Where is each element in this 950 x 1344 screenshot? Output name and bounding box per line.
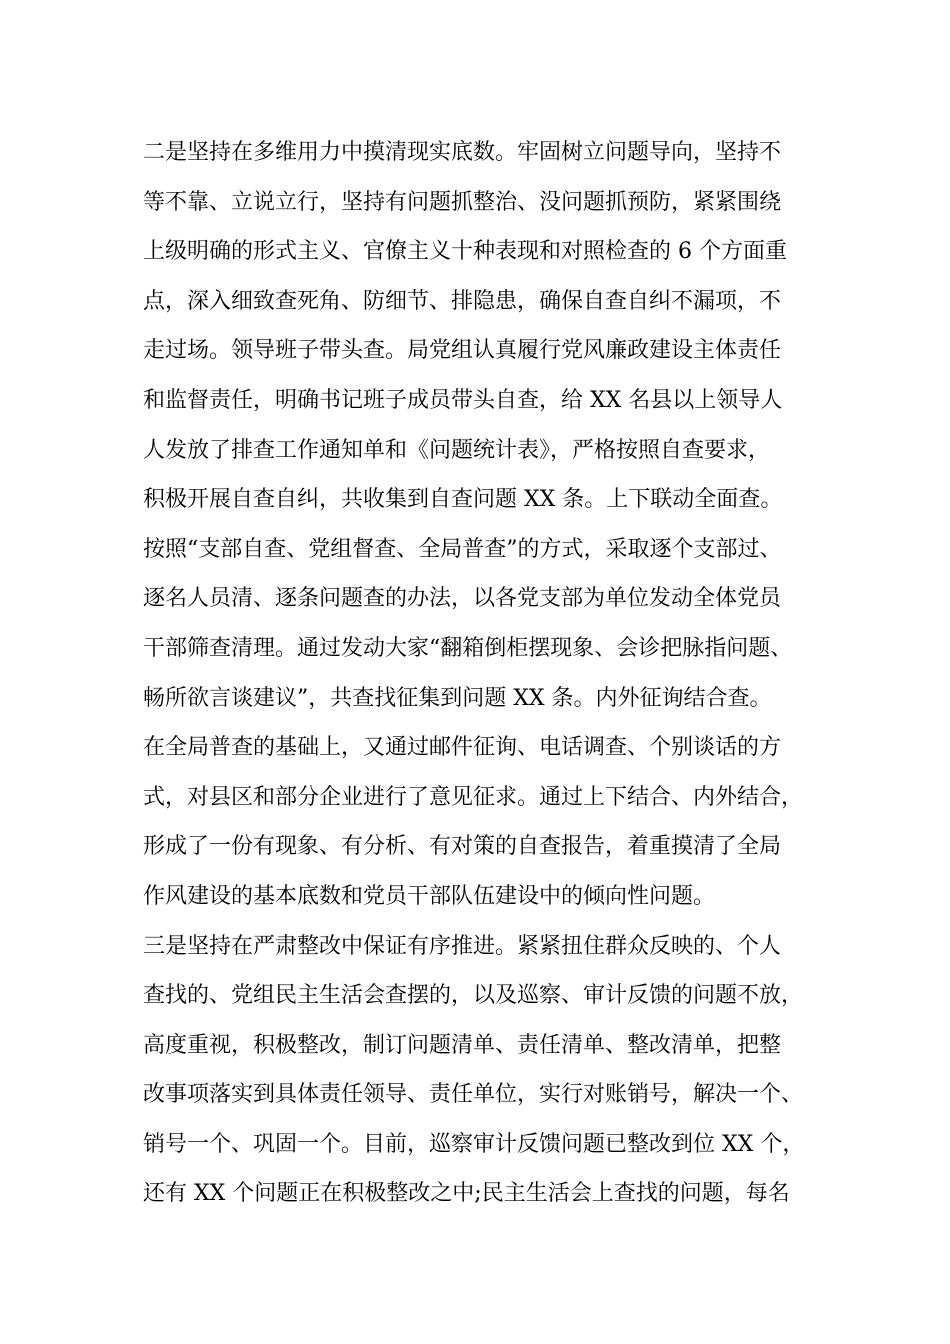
- text-line: 改事项落实到具体责任领导、责任单位，实行对账销号，解决一个、: [143, 1082, 804, 1108]
- text-line: 按照“支部自查、党组督查、全局普查”的方式，采取逐个支部过、: [143, 536, 782, 562]
- text-line: 三是坚持在严肃整改中保证有序推进。紧紧扭住群众反映的、个人: [143, 933, 782, 959]
- text-line: 积极开展自查自纠，共收集到自查问题 XX 条。上下联动全面查。: [143, 487, 783, 513]
- text-line: 高度重视，积极整改，制订问题清单、责任清单、整改清单，把整: [143, 1032, 782, 1058]
- text-line: 还有 XX 个问题正在积极整改之中;民主生活会上查找的问题，每名: [143, 1181, 790, 1207]
- text-line: 逐名人员清、逐条问题查的办法，以各党支部为单位发动全体党员: [143, 586, 782, 612]
- text-line: 走过场。领导班子带头查。局党组认真履行党风廉政建设主体责任: [143, 338, 782, 364]
- body-text: [143, 128, 823, 1219]
- text-line: 人发放了排查工作通知单和《问题统计表》，严格按照自查要求，: [143, 437, 771, 463]
- text-line: 形成了一份有现象、有分析、有对策的自查报告，着重摸清了全局: [143, 834, 782, 860]
- text-line: 在全局普查的基础上，又通过邮件征询、电话调查、个别谈话的方: [143, 735, 782, 761]
- text-line: 查找的、党组民主生活会查摆的，以及巡察、审计反馈的问题不放，: [143, 983, 804, 1009]
- text-line: 等不靠、立说立行，坚持有问题抓整治、没问题抓预防，紧紧围绕: [143, 189, 782, 215]
- text-line: 畅所欲言谈建议”，共查找征集到问题 XX 条。内外征询结合查。: [143, 685, 772, 711]
- text-line: 二是坚持在多维用力中摸清现实底数。牢固树立问题导向，坚持不: [143, 140, 782, 165]
- text-line: 和监督责任，明确书记班子成员带头自查，给 XX 名县以上领导人: [143, 387, 783, 413]
- text-line: 式，对县区和部分企业进行了意见征求。通过上下结合、内外结合，: [143, 784, 804, 810]
- text-line: 点，深入细致查死角、防细节、排隐患，确保自查自纠不漏项，不: [143, 288, 782, 314]
- text-line: 干部筛查清理。通过发动大家“翻箱倒柜摆现象、会诊把脉指问题、: [143, 635, 793, 661]
- text-line: 上级明确的形式主义、官僚主义十种表现和对照检查的 6 个方面重: [143, 239, 787, 265]
- text-line: 作风建设的基本底数和党员干部队伍建设中的倾向性问题。: [143, 883, 716, 909]
- text-line: 销号一个、巩固一个。目前，巡察审计反馈问题已整改到位 XX 个，: [143, 1131, 805, 1157]
